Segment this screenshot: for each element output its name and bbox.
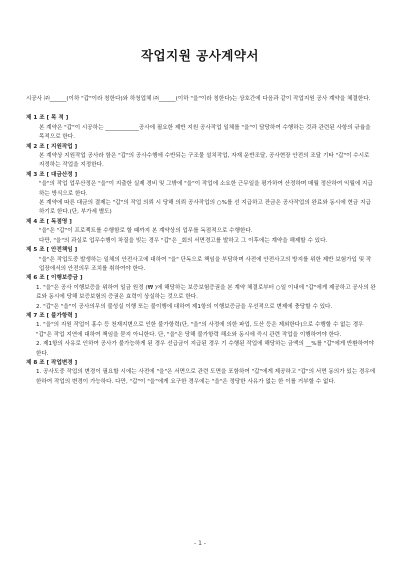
- article-item: [26, 368, 378, 387]
- article-heading: 제 4 조 [ 독점영 ]: [26, 218, 72, 225]
- article-paragraph: 본 계약상 지원작업 공사라 함은 "갑"의 공사수행에 수반되는 구조물 설치작업, 자재 운반조달, 공사현장 안전의 조달 기타 "갑"이 수시로 지정하는 작업을 지정한다.: [39, 153, 370, 169]
- article-7: [26, 312, 378, 359]
- article-heading: 제 2 조 [ 지원작업 ]: [26, 143, 78, 150]
- article-paragraph: "을"은 "갑"이 프로젝트를 수행함로 할 때까지 본 계약상의 업무를 독점적으로 수행한다.: [39, 228, 253, 235]
- item-text: "을"은 공사 이행보증을 위하여 일금 원정 (₩ )에 해당하는 보증보험증권을 본 계약 체결로부터 ○일 이내에 "갑"에게 제공하고 공사의 완료와 동시에 당해 보증보험의 증권은 효력이 상실하는 것으로 한다.: [36, 284, 376, 301]
- article-paragraph: 본 계약에 따른 대금의 결제는 "갑"의 작업 의뢰 시 당해 의뢰 공사작업의 ○%를 선 지급하고 잔금은 공사작업의 완료와 동시에 현금 지급하기로 한다.(단, 부가세 별도): [39, 200, 371, 216]
- article-5: [26, 246, 378, 274]
- article-2: [26, 143, 378, 171]
- article-paragraph: "을"의 작업 업무산정은 "을"이 지출한 실제 경비 및 그밖에 "을"이 작업에 소요한 근무일을 평가하여 산정하며 매월 정산하여 익월에 지급하는 방식으로 한다.: [39, 181, 373, 197]
- article-8: [26, 359, 378, 387]
- article-item: [26, 340, 378, 359]
- item-text: "갑"은 "을"이 공사의무의 불성실 이행 또는 불이행에 대하여 제1항의 이행보증금을 우선적으로 변제에 충당할 수 있다.: [43, 303, 333, 310]
- article-heading: 제 1 조 [ 목 적 ]: [26, 115, 69, 122]
- article-heading: 제 7 조 [ 불가항력 ]: [26, 312, 78, 319]
- document-body: [26, 95, 378, 387]
- article-4: [26, 218, 378, 246]
- article-item: [26, 284, 378, 303]
- article-paragraph: 본 계약은 "갑"이 시공하는 ____________공사에 필요한 제반 지원 공사작업 일체를 "을"이 담당하여 수행하는 것과 관련된 사항의 규율을 목적으로 한다.: [39, 124, 371, 141]
- article-6: [26, 274, 378, 312]
- item-number: 1.: [36, 369, 42, 376]
- article-3: [26, 171, 378, 218]
- article-paragraph: 다만, "을"의 과실로 업무수행이 차질을 빚는 경우 "갑"은 _회의 서면경고를 발하고 그 이후에는 계약을 해제할 수 있다.: [39, 237, 328, 244]
- article-heading: 제 3 조 [ 대금산정 ]: [26, 171, 78, 178]
- item-number: 2.: [36, 303, 42, 310]
- item-text: "을"의 지원 작업이 홍수 등 천재지변으로 인한 불가항력(단, "을"의 사정에 의한 파업, 도산 등은 제외한다)으로 수행할 수 없는 경우 "갑"은 작업 지연에 대하여 책임을 묻지 아니한다. 단, "을"은 당해 불가항력 해소와 동시에 즉시 관련 작업을 이행하여야 한다.: [36, 322, 364, 338]
- item-number: 1.: [36, 322, 42, 329]
- article-item: [26, 321, 378, 340]
- item-number: 1.: [36, 284, 42, 291]
- page-number: - 1 -: [194, 540, 206, 547]
- intro-paragraph: 시공사 ㈜______(이하 "갑"이라 칭한다)와 하청업체 ㈜______(이하 "을"이라 칭한다)는 상호간에 다음과 같이 작업지원 공사 계약을 체결한다.: [26, 96, 371, 102]
- article-heading: 제 5 조 [ 안전책임 ]: [26, 247, 78, 254]
- item-number: 2.: [36, 341, 42, 348]
- article-paragraph: "을"은 작업도중 발생하는 일체의 안전사고에 대하여 "을" 단독으로 책임을 부담하며 사전에 안전사고의 방지를 위한 제반 보험가입 및 작업장에서의 안전의무 조치를 취하여야 한다.: [39, 256, 372, 272]
- item-text: 제1항의 사유로 인하여 공사가 불가능하게 된 경우 선급금이 지급된 경우 기 수행된 작업에 해당하는 금액의 __%를 "갑"에게 반환하여야 한다.: [36, 341, 374, 357]
- article-heading: 제 6 조 [ 이행보증금 ]: [26, 275, 83, 282]
- article-1: [26, 114, 378, 142]
- article-heading: 제 8 조 [ 작업변경 ]: [26, 359, 78, 366]
- article-item: [26, 303, 378, 312]
- document-title: 작업지원 공사계약서: [140, 48, 260, 63]
- item-text: 공사도중 작업의 변경이 필요할 시에는 사전에 "을"은 서면으로 관련 도면을 포함하여 "갑"에게 제공하고 "갑"의 서면 동의가 있는 경우에 한하여 작업의 변경이 가능하다. 다만, "갑"이 "을"에게 요구한 경우에는 "을"은 정당한 사유가 없는 한 이를 거부할 수 없다.: [36, 369, 376, 385]
